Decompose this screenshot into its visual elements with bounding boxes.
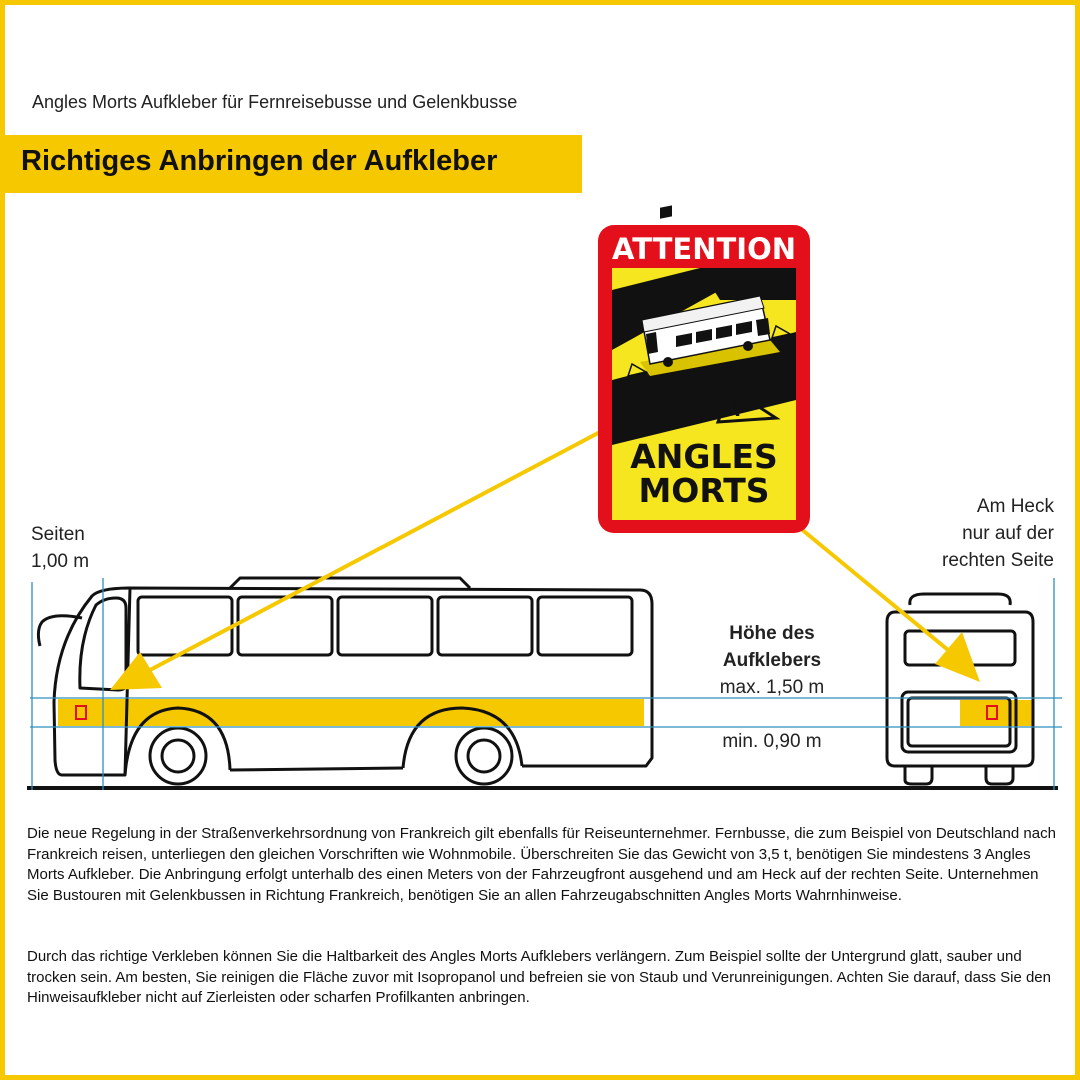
paragraph-regulation: Die neue Regelung in der Straßenverkehrsordnung von Frankreich gilt ebenfalls für Reiseunternehmer. Fernbusse, die zum Beispiel von Deutschland nach Frankreich reisen, unterliegen den gleichen Vorschriften wie Wohnmobile. Überschreiten Sie das Gewicht von 3,5 t, benötigen Sie mindestens 3 Angles Morts Aufkleber. Die Anbringung erfolgt unterhalb des einen Meters von der Fahrzeugfront ausgehend und am Heck auf der rechten Seite. Unternehmen Sie Bustouren mit Gelenkbussen in Richtung Frankreich, benötigen Sie an allen Fahrzeugabschnitten Angles Morts Wahrnhinweise. bbox=[27, 825, 1056, 904]
page-title: Richtiges Anbringen der Aufkleber bbox=[21, 145, 498, 177]
sticker-angles-text: ANGLES bbox=[630, 437, 778, 476]
height-label: Höhe des Aufklebers max. 1,50 m bbox=[682, 620, 862, 701]
sticker-morts-text: MORTS bbox=[638, 471, 770, 510]
max-height-label: max. 1,50 m bbox=[719, 677, 825, 698]
min-height-label: min. 0,90 m bbox=[722, 731, 822, 752]
paragraph-application-tips: Durch das richtige Verkleben können Sie die Haltbarkeit des Angles Morts Aufklebers verlängern. Zum Beispiel sollte der Untergrund glatt, sauber und trocken sein. Am besten, Sie reinigen die Fläche zuvor mit Isopropanol und befreien sie von Staub und Verunreinigungen. Achten Sie darauf, dass Sie den Hinweisaufkleber nicht auf Zierleisten oder scharfen Profilkanten anbringen. bbox=[27, 948, 1051, 1006]
page-subtitle: Angles Morts Aufkleber für Fernreisebusse und Gelenkbusse bbox=[32, 92, 518, 112]
height-guides bbox=[30, 578, 1062, 790]
svg-text:!: ! bbox=[648, 291, 654, 304]
svg-text:!: ! bbox=[733, 397, 743, 421]
angles-morts-sticker bbox=[598, 205, 810, 533]
sticker-attention-text: ATTENTION bbox=[612, 232, 796, 266]
rear-bus bbox=[887, 594, 1033, 784]
rear-label: Am Heck nur auf der rechten Seite bbox=[942, 496, 1054, 571]
sides-label: Seiten 1,00 m bbox=[31, 524, 90, 572]
